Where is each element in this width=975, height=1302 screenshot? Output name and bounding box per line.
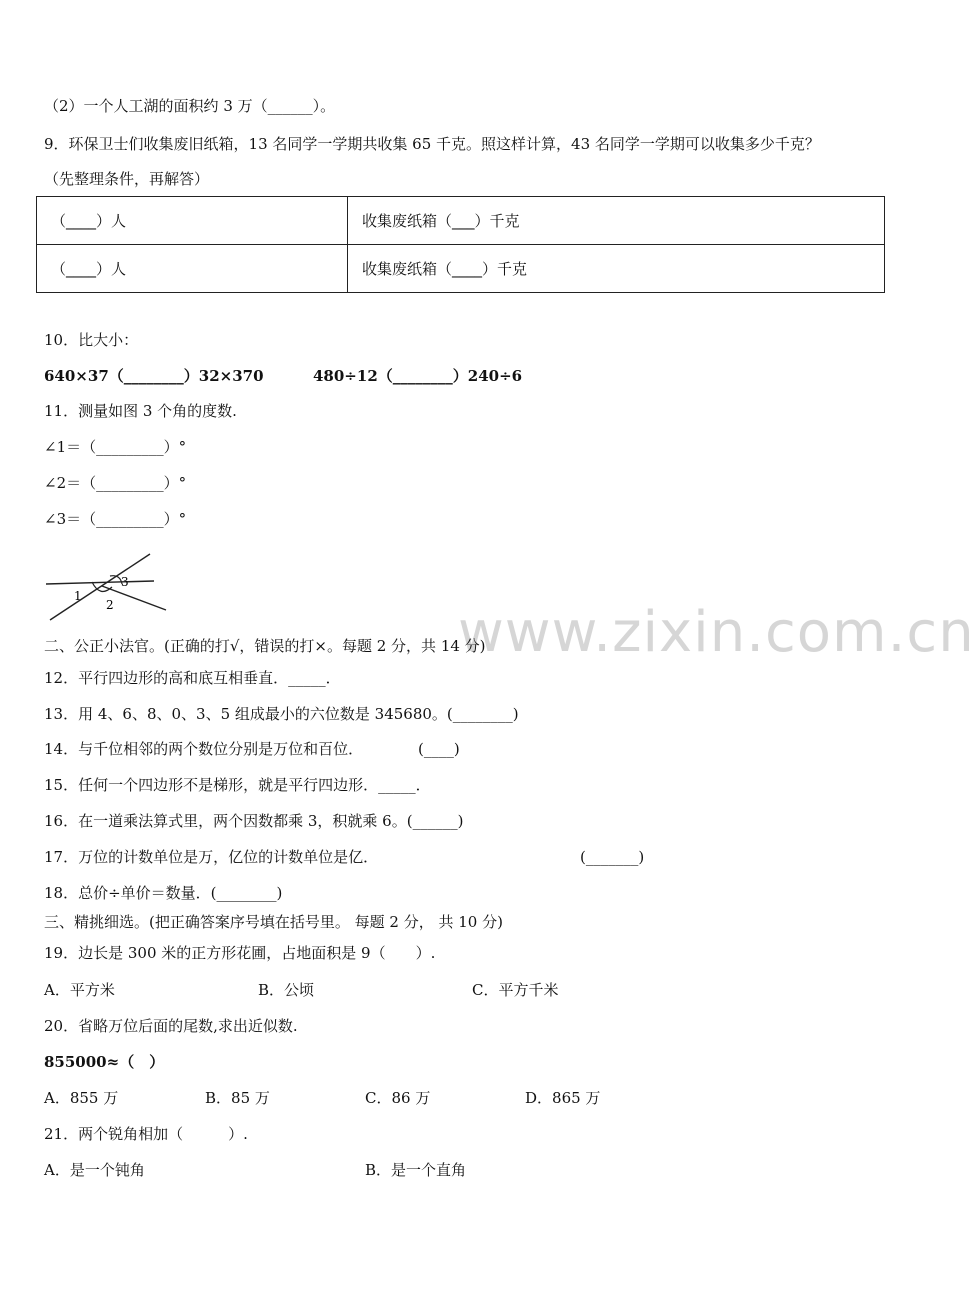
q21-option-b[interactable]: B．是一个直角 bbox=[365, 1161, 467, 1179]
q21-option-a[interactable]: A．是一个钝角 bbox=[44, 1161, 145, 1179]
table-cell[interactable]: （____）人 bbox=[37, 197, 348, 245]
q11-title: 11．测量如图 3 个角的度数. bbox=[44, 402, 237, 420]
q9-hint: （先整理条件，再解答） bbox=[44, 170, 210, 188]
q20-option-b[interactable]: B．85 万 bbox=[205, 1089, 270, 1107]
table-row bbox=[37, 245, 885, 293]
q10-compare-right[interactable]: 480÷12（________）240÷6 bbox=[313, 367, 523, 385]
q20-expression: 855000≈（ ） bbox=[44, 1053, 165, 1071]
table-cell[interactable]: （____）人 bbox=[37, 245, 348, 293]
section2-title: 二、公正小法官。(正确的打√，错误的打×。每题 2 分，共 14 分) bbox=[44, 637, 486, 655]
angle-label-2: 2 bbox=[106, 598, 114, 612]
q10-title: 10．比大小： bbox=[44, 331, 139, 349]
table-row bbox=[37, 197, 885, 245]
q19-option-b[interactable]: B．公顷 bbox=[258, 981, 315, 999]
table-cell[interactable]: 收集废纸箱（____）千克 bbox=[348, 245, 885, 293]
q20: 20．省略万位后面的尾数,求出近似数. bbox=[44, 1017, 298, 1035]
section3-title: 三、精挑细选。(把正确答案序号填在括号里。 每题 2 分， 共 10 分) bbox=[44, 913, 503, 931]
q20-option-a[interactable]: A．855 万 bbox=[44, 1089, 119, 1107]
q20-option-d[interactable]: D．865 万 bbox=[525, 1089, 601, 1107]
q10-compare-left[interactable]: 640×37（________）32×370 bbox=[44, 367, 264, 385]
q19-option-c[interactable]: C．平方千米 bbox=[472, 981, 559, 999]
q18: 18．总价÷单价＝数量．(________) bbox=[44, 884, 283, 902]
q19-option-a[interactable]: A．平方米 bbox=[44, 981, 115, 999]
q19: 19．边长是 300 米的正方形花圃，占地面积是 9（ ）. bbox=[44, 944, 436, 962]
q14: 14．与千位相邻的两个数位分别是万位和百位． bbox=[44, 740, 364, 758]
q12: 12．平行四边形的高和底互相垂直．_____． bbox=[44, 669, 341, 687]
watermark: www.zixin.com.cn bbox=[458, 600, 975, 665]
q9-text: 9．环保卫士们收集废旧纸箱，13 名同学一学期共收集 65 千克。照这样计算，43 名同学一学期可以收集多少千克？ bbox=[44, 135, 820, 153]
angle-label-1: 1 bbox=[74, 589, 82, 603]
q11-angle2[interactable]: ∠2＝（_________）° bbox=[44, 474, 187, 492]
q21: 21．两个锐角相加（ ）. bbox=[44, 1125, 248, 1143]
angle-label-3: 3 bbox=[121, 575, 129, 589]
q11-angle1[interactable]: ∠1＝（_________）° bbox=[44, 438, 187, 456]
q9-condition-table bbox=[36, 196, 885, 293]
q16: 16．在一道乘法算式里，两个因数都乘 3，积就乘 6。(______) bbox=[44, 812, 464, 830]
table-cell[interactable]: 收集废纸箱（___）千克 bbox=[348, 197, 885, 245]
q14-answer-blank[interactable]: (____) bbox=[418, 740, 460, 758]
q17: 17．万位的计数单位是万，亿位的计数单位是亿． bbox=[44, 848, 379, 866]
q8-part2: （2）一个人工湖的面积约 3 万（______）。 bbox=[44, 97, 336, 115]
q11-angle3[interactable]: ∠3＝（_________）° bbox=[44, 510, 187, 528]
q13: 13．用 4、6、8、0、3、5 组成最小的六位数是 345680。(________) bbox=[44, 705, 519, 723]
q15: 15．任何一个四边形不是梯形，就是平行四边形．_____． bbox=[44, 776, 431, 794]
q20-option-c[interactable]: C．86 万 bbox=[365, 1089, 431, 1107]
q17-answer-blank[interactable]: (_______) bbox=[580, 848, 645, 866]
angle-figure bbox=[44, 548, 174, 624]
